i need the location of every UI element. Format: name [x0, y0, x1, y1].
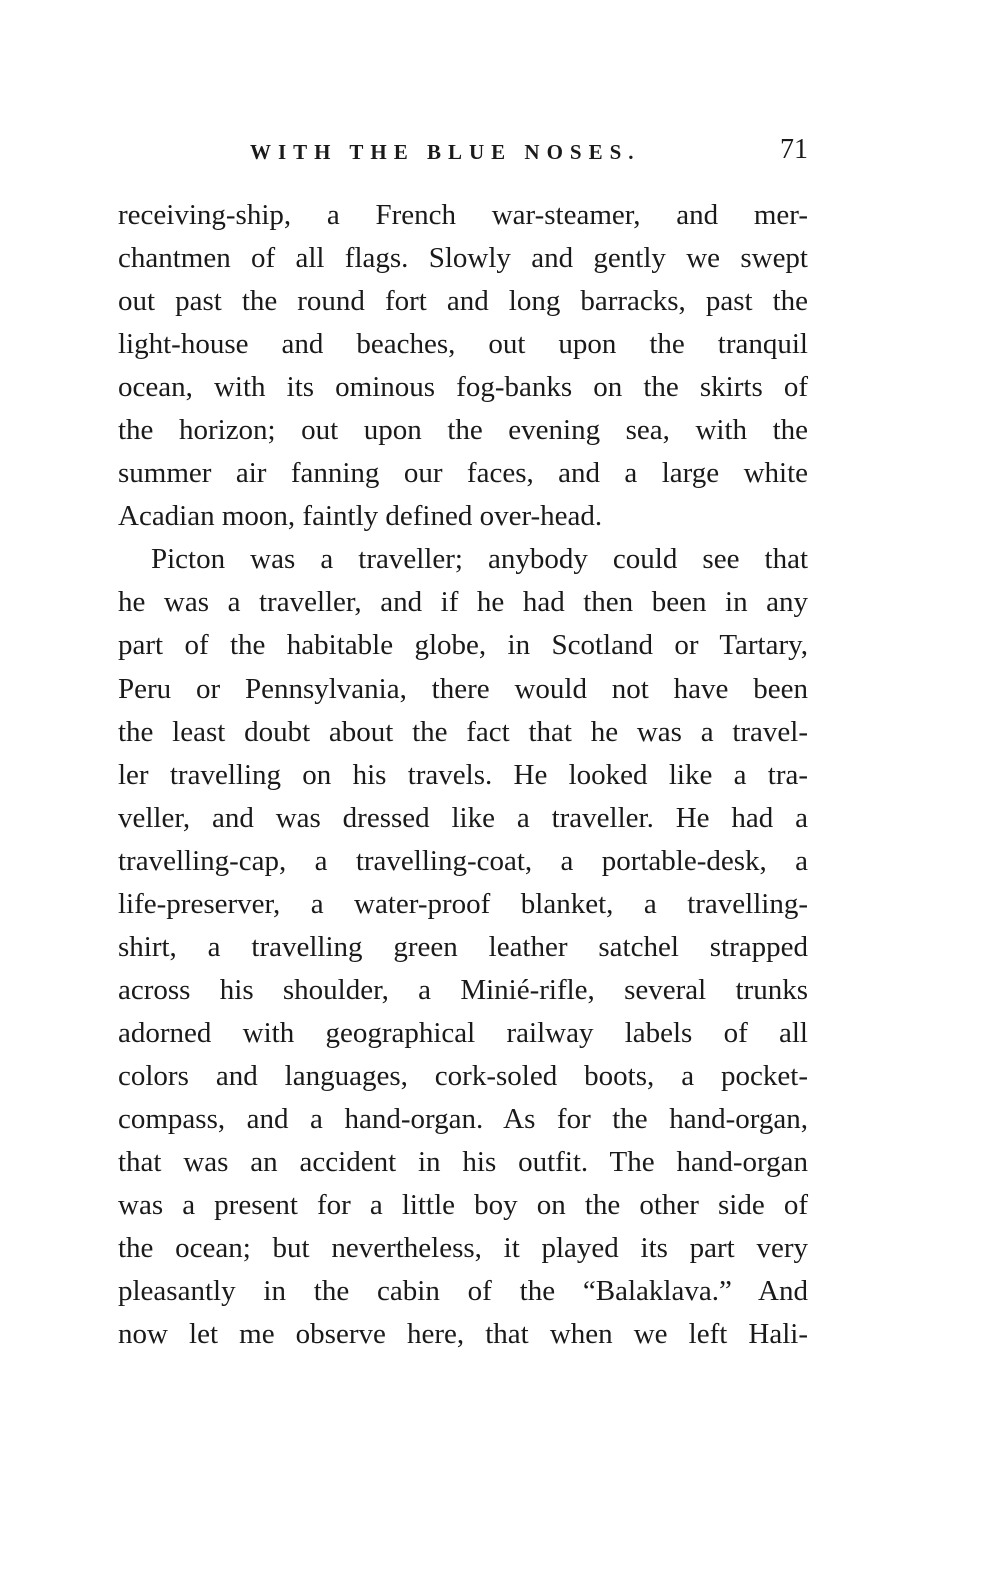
paragraph-1 [118, 194, 808, 538]
text-line: colors and languages, cork-soled boots, a pocket- [118, 1059, 808, 1092]
text-line: the least doubt about the fact that he was a travel- [118, 715, 808, 748]
text-line: across his shoulder, a Minié-rifle, several trunks [118, 973, 808, 1006]
text-line: adorned with geographical railway labels of all [118, 1016, 808, 1049]
text-line: receiving-ship, a French war-steamer, and mer- [118, 199, 808, 231]
text-line: that was an accident in his outfit. The hand-organ [118, 1146, 808, 1179]
text-line: life-preserver, a water-proof blanket, a travelling- [118, 887, 808, 920]
text-line: veller, and was dressed like a traveller. He had a [118, 801, 808, 834]
running-title: WITH THE BLUE NOSES. [250, 140, 641, 164]
text-line: compass, and a hand-organ. As for the hand-organ, [118, 1102, 808, 1135]
text-line: out past the round fort and long barracks, past the [118, 285, 808, 318]
paragraph-2 [118, 538, 808, 1356]
text-line: chantmen of all flags. Slowly and gently we swept [118, 242, 808, 275]
text-line: the horizon; out upon the evening sea, with the [118, 414, 808, 447]
text-line: shirt, a travelling green leather satchel strapped [118, 930, 808, 963]
page-number: 71 [780, 134, 808, 165]
body-text [118, 194, 808, 1356]
text-line: light-house and beaches, out upon the tranquil [118, 328, 808, 361]
text-line: ocean, with its ominous fog-banks on the skirts of [118, 371, 808, 404]
text-line: Picton was a traveller; anybody could see that [151, 543, 808, 576]
running-head [118, 134, 808, 168]
text-line: was a present for a little boy on the other side of [118, 1189, 808, 1222]
text-line: travelling-cap, a travelling-coat, a portable-desk, a [118, 844, 808, 877]
text-line: summer air fanning our faces, and a large white [118, 457, 808, 490]
text-line: Acadian moon, faintly defined over-head. [118, 500, 603, 533]
text-line: the ocean; but nevertheless, it played its part very [118, 1232, 808, 1265]
text-line: part of the habitable globe, in Scotland or Tartary, [118, 629, 808, 662]
text-line: now let me observe here, that when we left Hali- [118, 1318, 808, 1351]
text-line: Peru or Pennsylvania, there would not have been [118, 672, 808, 705]
text-line: pleasantly in the cabin of the “Balaklava.” And [118, 1275, 808, 1308]
text-line: ler travelling on his travels. He looked like a tra- [118, 758, 808, 791]
text-line: he was a traveller, and if he had then been in any [118, 586, 808, 619]
book-page [118, 0, 808, 1569]
